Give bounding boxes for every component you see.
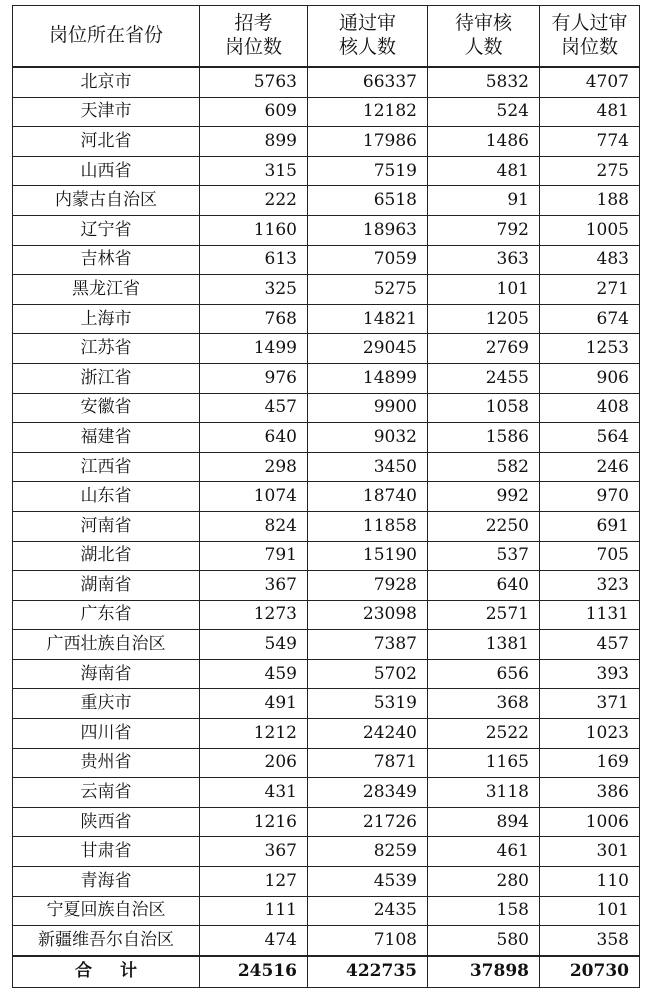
- cell-province: 安徽省: [13, 393, 200, 423]
- table-row: [13, 97, 640, 127]
- cell-province: 浙江省: [13, 363, 200, 393]
- total-pending: 37898: [428, 956, 540, 988]
- cell-passed: 2435: [308, 896, 428, 926]
- cell-pending: 1205: [428, 304, 540, 334]
- cell-passed: 7871: [308, 748, 428, 778]
- table-row: [13, 393, 640, 423]
- cell-pending: 894: [428, 807, 540, 837]
- cell-passed: 9900: [308, 393, 428, 423]
- table-row: [13, 423, 640, 453]
- cell-pending: 91: [428, 186, 540, 216]
- cell-positions: 1160: [200, 215, 308, 245]
- cell-province: 湖北省: [13, 541, 200, 571]
- cell-positions-passed: 970: [540, 482, 640, 512]
- cell-pending: 481: [428, 156, 540, 186]
- cell-passed: 9032: [308, 423, 428, 453]
- cell-positions: 768: [200, 304, 308, 334]
- table-row: [13, 334, 640, 364]
- cell-positions-passed: 1005: [540, 215, 640, 245]
- cell-province: 天津市: [13, 97, 200, 127]
- cell-passed: 11858: [308, 511, 428, 541]
- table-row: [13, 689, 640, 719]
- cell-positions-passed: 246: [540, 452, 640, 482]
- cell-province: 云南省: [13, 778, 200, 808]
- cell-passed: 23098: [308, 600, 428, 630]
- cell-positions: 976: [200, 363, 308, 393]
- cell-province: 江苏省: [13, 334, 200, 364]
- cell-passed: 7387: [308, 630, 428, 660]
- cell-positions-passed: 906: [540, 363, 640, 393]
- cell-passed: 6518: [308, 186, 428, 216]
- cell-positions-passed: 1023: [540, 719, 640, 749]
- cell-positions-passed: 483: [540, 245, 640, 275]
- table-row: [13, 127, 640, 157]
- cell-positions-passed: 371: [540, 689, 640, 719]
- cell-positions: 5763: [200, 67, 308, 97]
- cell-positions-passed: 271: [540, 275, 640, 305]
- cell-positions-passed: 1006: [540, 807, 640, 837]
- cell-pending: 1586: [428, 423, 540, 453]
- total-row: [13, 956, 640, 988]
- cell-positions-passed: 386: [540, 778, 640, 808]
- table-row: [13, 67, 640, 97]
- table-row: [13, 630, 640, 660]
- table-row: [13, 511, 640, 541]
- table-row: [13, 778, 640, 808]
- cell-pending: 580: [428, 926, 540, 956]
- cell-passed: 5702: [308, 659, 428, 689]
- table-row: [13, 363, 640, 393]
- cell-passed: 24240: [308, 719, 428, 749]
- cell-pending: 582: [428, 452, 540, 482]
- table-row: [13, 837, 640, 867]
- cell-positions: 431: [200, 778, 308, 808]
- cell-positions: 1499: [200, 334, 308, 364]
- cell-passed: 7928: [308, 571, 428, 601]
- table-row: [13, 186, 640, 216]
- cell-province: 青海省: [13, 867, 200, 897]
- cell-pending: 1165: [428, 748, 540, 778]
- cell-positions: 367: [200, 571, 308, 601]
- cell-passed: 7519: [308, 156, 428, 186]
- cell-province: 河南省: [13, 511, 200, 541]
- cell-positions-passed: 674: [540, 304, 640, 334]
- cell-positions-passed: 323: [540, 571, 640, 601]
- cell-passed: 66337: [308, 67, 428, 97]
- table-row: [13, 659, 640, 689]
- cell-pending: 3118: [428, 778, 540, 808]
- cell-positions-passed: 110: [540, 867, 640, 897]
- table-body: [13, 67, 640, 956]
- cell-positions-passed: 275: [540, 156, 640, 186]
- cell-positions: 1216: [200, 807, 308, 837]
- cell-pending: 524: [428, 97, 540, 127]
- cell-positions: 111: [200, 896, 308, 926]
- cell-positions-passed: 393: [540, 659, 640, 689]
- cell-positions: 127: [200, 867, 308, 897]
- table-header: [13, 6, 640, 68]
- cell-passed: 7108: [308, 926, 428, 956]
- header-positions-passed: 有人过审 岗位数: [540, 6, 640, 68]
- cell-pending: 640: [428, 571, 540, 601]
- cell-passed: 18963: [308, 215, 428, 245]
- cell-positions-passed: 564: [540, 423, 640, 453]
- table-row: [13, 482, 640, 512]
- provincial-review-table: [12, 5, 640, 988]
- cell-province: 广东省: [13, 600, 200, 630]
- cell-province: 湖南省: [13, 571, 200, 601]
- cell-positions: 1212: [200, 719, 308, 749]
- cell-positions: 899: [200, 127, 308, 157]
- cell-positions: 640: [200, 423, 308, 453]
- table-row: [13, 156, 640, 186]
- table-row: [13, 245, 640, 275]
- table-row: [13, 452, 640, 482]
- cell-province: 黑龙江省: [13, 275, 200, 305]
- cell-province: 辽宁省: [13, 215, 200, 245]
- cell-positions: 325: [200, 275, 308, 305]
- cell-passed: 28349: [308, 778, 428, 808]
- cell-passed: 15190: [308, 541, 428, 571]
- cell-province: 重庆市: [13, 689, 200, 719]
- cell-pending: 2250: [428, 511, 540, 541]
- cell-passed: 3450: [308, 452, 428, 482]
- cell-positions: 791: [200, 541, 308, 571]
- total-positions-passed: 20730: [540, 956, 640, 988]
- cell-pending: 992: [428, 482, 540, 512]
- cell-province: 山东省: [13, 482, 200, 512]
- cell-province: 陕西省: [13, 807, 200, 837]
- table-row: [13, 571, 640, 601]
- cell-province: 甘肃省: [13, 837, 200, 867]
- cell-positions: 491: [200, 689, 308, 719]
- header-passed: 通过审 核人数: [308, 6, 428, 68]
- cell-positions-passed: 301: [540, 837, 640, 867]
- header-positions: 招考 岗位数: [200, 6, 308, 68]
- cell-positions-passed: 774: [540, 127, 640, 157]
- table-row: [13, 215, 640, 245]
- cell-passed: 5275: [308, 275, 428, 305]
- cell-pending: 2455: [428, 363, 540, 393]
- cell-positions-passed: 4707: [540, 67, 640, 97]
- cell-positions: 367: [200, 837, 308, 867]
- cell-province: 河北省: [13, 127, 200, 157]
- table-row: [13, 807, 640, 837]
- cell-passed: 4539: [308, 867, 428, 897]
- cell-pending: 792: [428, 215, 540, 245]
- cell-province: 北京市: [13, 67, 200, 97]
- cell-passed: 14821: [308, 304, 428, 334]
- cell-positions-passed: 169: [540, 748, 640, 778]
- table-row: [13, 600, 640, 630]
- cell-pending: 1381: [428, 630, 540, 660]
- table-row: [13, 926, 640, 956]
- cell-pending: 280: [428, 867, 540, 897]
- cell-positions-passed: 481: [540, 97, 640, 127]
- cell-pending: 2769: [428, 334, 540, 364]
- cell-province: 山西省: [13, 156, 200, 186]
- cell-positions: 824: [200, 511, 308, 541]
- table-footer: [13, 956, 640, 988]
- cell-pending: 101: [428, 275, 540, 305]
- cell-positions-passed: 358: [540, 926, 640, 956]
- cell-pending: 461: [428, 837, 540, 867]
- cell-positions: 298: [200, 452, 308, 482]
- cell-passed: 14899: [308, 363, 428, 393]
- cell-province: 上海市: [13, 304, 200, 334]
- cell-province: 宁夏回族自治区: [13, 896, 200, 926]
- total-positions: 24516: [200, 956, 308, 988]
- cell-province: 新疆维吾尔自治区: [13, 926, 200, 956]
- cell-positions: 1074: [200, 482, 308, 512]
- cell-positions: 222: [200, 186, 308, 216]
- cell-positions: 315: [200, 156, 308, 186]
- table-row: [13, 541, 640, 571]
- cell-positions: 1273: [200, 600, 308, 630]
- cell-positions-passed: 101: [540, 896, 640, 926]
- cell-pending: 1486: [428, 127, 540, 157]
- cell-pending: 2522: [428, 719, 540, 749]
- cell-positions-passed: 188: [540, 186, 640, 216]
- table-row: [13, 275, 640, 305]
- cell-positions-passed: 408: [540, 393, 640, 423]
- cell-passed: 8259: [308, 837, 428, 867]
- cell-positions: 457: [200, 393, 308, 423]
- cell-province: 吉林省: [13, 245, 200, 275]
- cell-positions: 459: [200, 659, 308, 689]
- cell-passed: 12182: [308, 97, 428, 127]
- cell-positions-passed: 705: [540, 541, 640, 571]
- cell-positions: 609: [200, 97, 308, 127]
- table-row: [13, 748, 640, 778]
- cell-passed: 7059: [308, 245, 428, 275]
- header-pending: 待审核 人数: [428, 6, 540, 68]
- cell-positions: 474: [200, 926, 308, 956]
- cell-province: 四川省: [13, 719, 200, 749]
- cell-positions: 549: [200, 630, 308, 660]
- cell-positions: 206: [200, 748, 308, 778]
- cell-passed: 18740: [308, 482, 428, 512]
- cell-positions-passed: 1253: [540, 334, 640, 364]
- cell-province: 福建省: [13, 423, 200, 453]
- cell-passed: 21726: [308, 807, 428, 837]
- cell-province: 内蒙古自治区: [13, 186, 200, 216]
- total-passed: 422735: [308, 956, 428, 988]
- table-row: [13, 867, 640, 897]
- cell-passed: 17986: [308, 127, 428, 157]
- cell-positions: 613: [200, 245, 308, 275]
- header-province: 岗位所在省份: [13, 6, 200, 68]
- cell-pending: 1058: [428, 393, 540, 423]
- cell-pending: 2571: [428, 600, 540, 630]
- cell-province: 江西省: [13, 452, 200, 482]
- cell-positions-passed: 457: [540, 630, 640, 660]
- total-label: 合计: [13, 956, 200, 988]
- header-row: [13, 6, 640, 68]
- cell-province: 海南省: [13, 659, 200, 689]
- cell-province: 贵州省: [13, 748, 200, 778]
- cell-pending: 368: [428, 689, 540, 719]
- table-row: [13, 896, 640, 926]
- table-row: [13, 304, 640, 334]
- cell-pending: 158: [428, 896, 540, 926]
- cell-pending: 537: [428, 541, 540, 571]
- cell-pending: 363: [428, 245, 540, 275]
- cell-pending: 5832: [428, 67, 540, 97]
- cell-passed: 5319: [308, 689, 428, 719]
- table-row: [13, 719, 640, 749]
- cell-province: 广西壮族自治区: [13, 630, 200, 660]
- cell-pending: 656: [428, 659, 540, 689]
- cell-passed: 29045: [308, 334, 428, 364]
- cell-positions-passed: 691: [540, 511, 640, 541]
- cell-positions-passed: 1131: [540, 600, 640, 630]
